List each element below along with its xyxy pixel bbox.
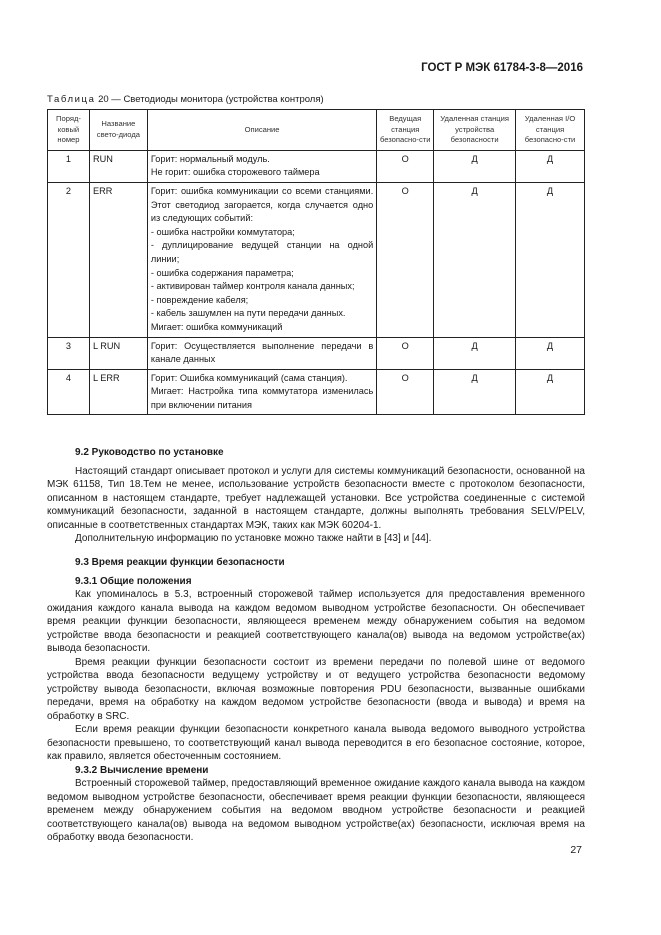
row-number: 4 (48, 369, 90, 415)
description-line: Горит: Осуществляется выполнение передачи в канале данных (150, 340, 374, 365)
description-line: Мигает: ошибка коммуникаций (150, 321, 283, 332)
col-header-led-name: Название свето-диода (89, 110, 147, 151)
paragraph: Настоящий стандарт описывает протокол и услуги для системы коммуникаций безопасности, основанной на МЭК 61158, Тип 18.Тем не менее, использование устройств безопасности вместе с протоколом безопасности, описанном в настоящем стандарте, требует надлежащей установки. Все устройства соединенные с системой коммуникаций безопасности, заданной в настоящем стандарте, должны выполнять требования SELV/PELV, описанные в соответственных стандартах МЭК, таких как МЭК 60204-1. (47, 465, 585, 531)
remote-io-value: Д (516, 182, 585, 337)
paragraph: Встроенный сторожевой таймер, предоставляющий временное ожидание каждого канала вывода на каждом ведомом выводном устройстве безопасности, обеспечивает время реакции функции безопасности, являющееся временем между обнаружением события на ведомом вводном устройстве безопасности и реакцией соответствующего канала(ов) вывода на ведомом выводном устройстве(ах) безопасности, исключая время на обработку ввода безопасности. (47, 778, 585, 843)
description-line: - активирован таймер контроля канала данных; (150, 281, 355, 292)
paragraph: Если время реакции функции безопасности конкретного канала вывода ведомого выводного устройства безопасности превышено, то соответствующий канал вывода переводится в его безопасное состояние, которое, как правило, является обесточенным состоянием. (47, 724, 585, 762)
row-number: 3 (48, 337, 90, 369)
section-heading: 9.3 Время реакции функции безопасности (75, 557, 285, 568)
paragraph: Время реакции функции безопасности состоит из времени передачи по полевой шине от ведомого устройства ввода безопасности ведущему устройству и от ведущего устройства безопасности ведомому устройству вывода безопасности, включая возможные повторения PDU безопасности, вызванные ошибками передачи, время на обработку на каждом ведомом устройстве безопасности (ввода и вывода) и время на обработку в SRC. (47, 656, 585, 722)
table-header-row (48, 110, 585, 151)
master-station-value: О (377, 337, 434, 369)
description-line: Не горит: ошибка сторожевого таймера (150, 167, 320, 178)
col-header-master-station: Ведущая станция безопасно-сти (377, 110, 434, 151)
page-number: 27 (570, 844, 582, 856)
description-line: - ошибка настройки коммутатора; (150, 226, 295, 237)
remote-station-value: Д (434, 150, 516, 182)
led-monitor-table (47, 109, 585, 415)
led-description (147, 150, 376, 182)
table-row (48, 182, 585, 337)
subsection-heading: 9.3.1 Общие положения (75, 575, 192, 587)
led-description (147, 369, 376, 415)
remote-station-value: Д (434, 337, 516, 369)
section-heading: 9.2 Руководство по установке (75, 447, 224, 458)
col-header-remote-station: Удаленная станция устройства безопасности (434, 110, 516, 151)
document-standard-header: ГОСТ Р МЭК 61784-3-8—2016 (421, 62, 583, 74)
row-number: 2 (48, 182, 90, 337)
remote-io-value: Д (516, 369, 585, 415)
paragraph: Как упоминалось в 5.3, встроенный сторожевой таймер используется для предоставления временного ожидания каждого канала вывода на каждом ведомом выводном устройстве безопасности. Он обеспечивает время реакции функции безопасности, являющееся временем между обнаружением события на ведомом устройстве ввода безопасности и реакцией соответствующего канала(ов) вывода на ведомом устройстве(ах) вывода безопасности. (47, 589, 585, 654)
remote-io-value: Д (516, 150, 585, 182)
table-row (48, 337, 585, 369)
table-caption (47, 94, 324, 105)
led-description (147, 182, 376, 337)
col-header-remote-io-station: Удаленная I/O станция безопасно-сти (516, 110, 585, 151)
led-name: RUN (89, 150, 147, 182)
col-header-number: Поряд-ковый номер (48, 110, 90, 151)
table-row (48, 150, 585, 182)
remote-io-value: Д (516, 337, 585, 369)
section-9-3 (47, 556, 585, 845)
description-line: Горит: нормальный модуль. (150, 153, 270, 164)
remote-station-value: Д (434, 182, 516, 337)
master-station-value: О (377, 369, 434, 415)
description-line: - повреждение кабеля; (150, 294, 249, 305)
subsection-heading: 9.3.2 Вычисление времени (75, 764, 209, 776)
table-caption-text: 20 — Светодиоды монитора (устройства контроля) (95, 94, 324, 105)
section-9-2 (47, 446, 585, 546)
description-line: Мигает: Настройка типа коммутатора изменилась при включении питания (150, 386, 374, 410)
led-name: ERR (89, 182, 147, 337)
description-line: - ошибка содержания параметра; (150, 267, 294, 278)
description-line: - кабель зашумлен на пути передачи данных. (150, 308, 346, 319)
remote-station-value: Д (434, 369, 516, 415)
master-station-value: О (377, 182, 434, 337)
description-line: Горит: Ошибка коммуникаций (сама станция). (150, 372, 348, 383)
col-header-description: Описание (147, 110, 376, 151)
row-number: 1 (48, 150, 90, 182)
master-station-value: О (377, 150, 434, 182)
table-row (48, 369, 585, 415)
table-caption-label: Таблица (47, 94, 96, 105)
description-line: - дуплицирование ведущей станции на одной линии; (150, 240, 374, 264)
led-description (147, 337, 376, 369)
led-name: L ERR (89, 369, 147, 415)
paragraph: Дополнительную информацию по установке можно также найти в [43] и [44]. (75, 533, 432, 544)
description-line: Горит: ошибка коммуникации со всеми станциями. Этот светодиод загорается, когда случается одно из следующих событий: (150, 185, 374, 224)
led-name: L RUN (89, 337, 147, 369)
